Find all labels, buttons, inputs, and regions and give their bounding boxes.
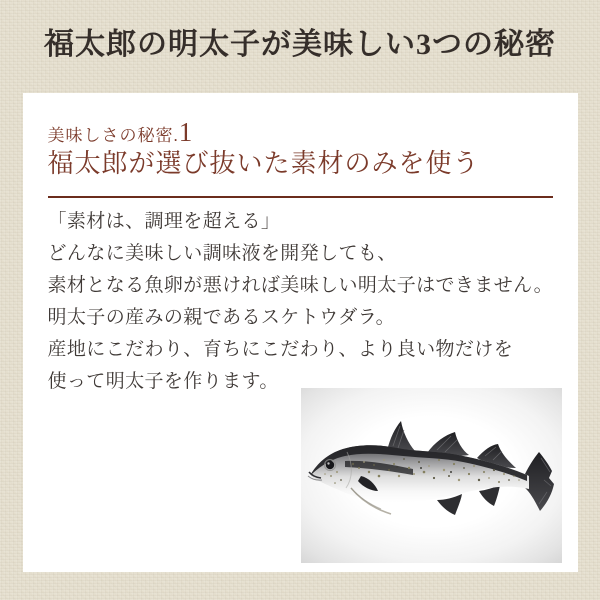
body-line-3: 素材となる魚卵が悪ければ美味しい明太子はできません。 <box>47 275 554 296</box>
page-title: 福太郎の明太子が美味しい3つの秘密 <box>44 28 556 61</box>
pollock-fish-illustration <box>301 388 562 563</box>
body-line-2: どんなに美味しい調味液を開発しても、 <box>47 243 397 264</box>
heading-divider <box>48 196 553 198</box>
secret-subtitle <box>48 117 553 147</box>
body-line-1: 「素材は、調理を超える」 <box>47 211 281 232</box>
body-line-6: 使って明太子を作ります。 <box>47 371 279 392</box>
section-heading: 福太郎が選び抜いた素材のみを使う <box>47 149 480 178</box>
fish-eye <box>325 461 333 469</box>
body-text <box>48 206 553 398</box>
body-line-5: 産地にこだわり、育ちにこだわり、より良い物だけを <box>47 339 514 360</box>
body-line-4: 明太子の産みの親であるスケトウダラ。 <box>47 307 395 328</box>
secret-number: 1 <box>178 117 193 147</box>
secret-subtitle-label: 美味しさの秘密. <box>47 126 179 145</box>
pollock-photo <box>301 388 562 563</box>
content-card <box>23 93 578 572</box>
